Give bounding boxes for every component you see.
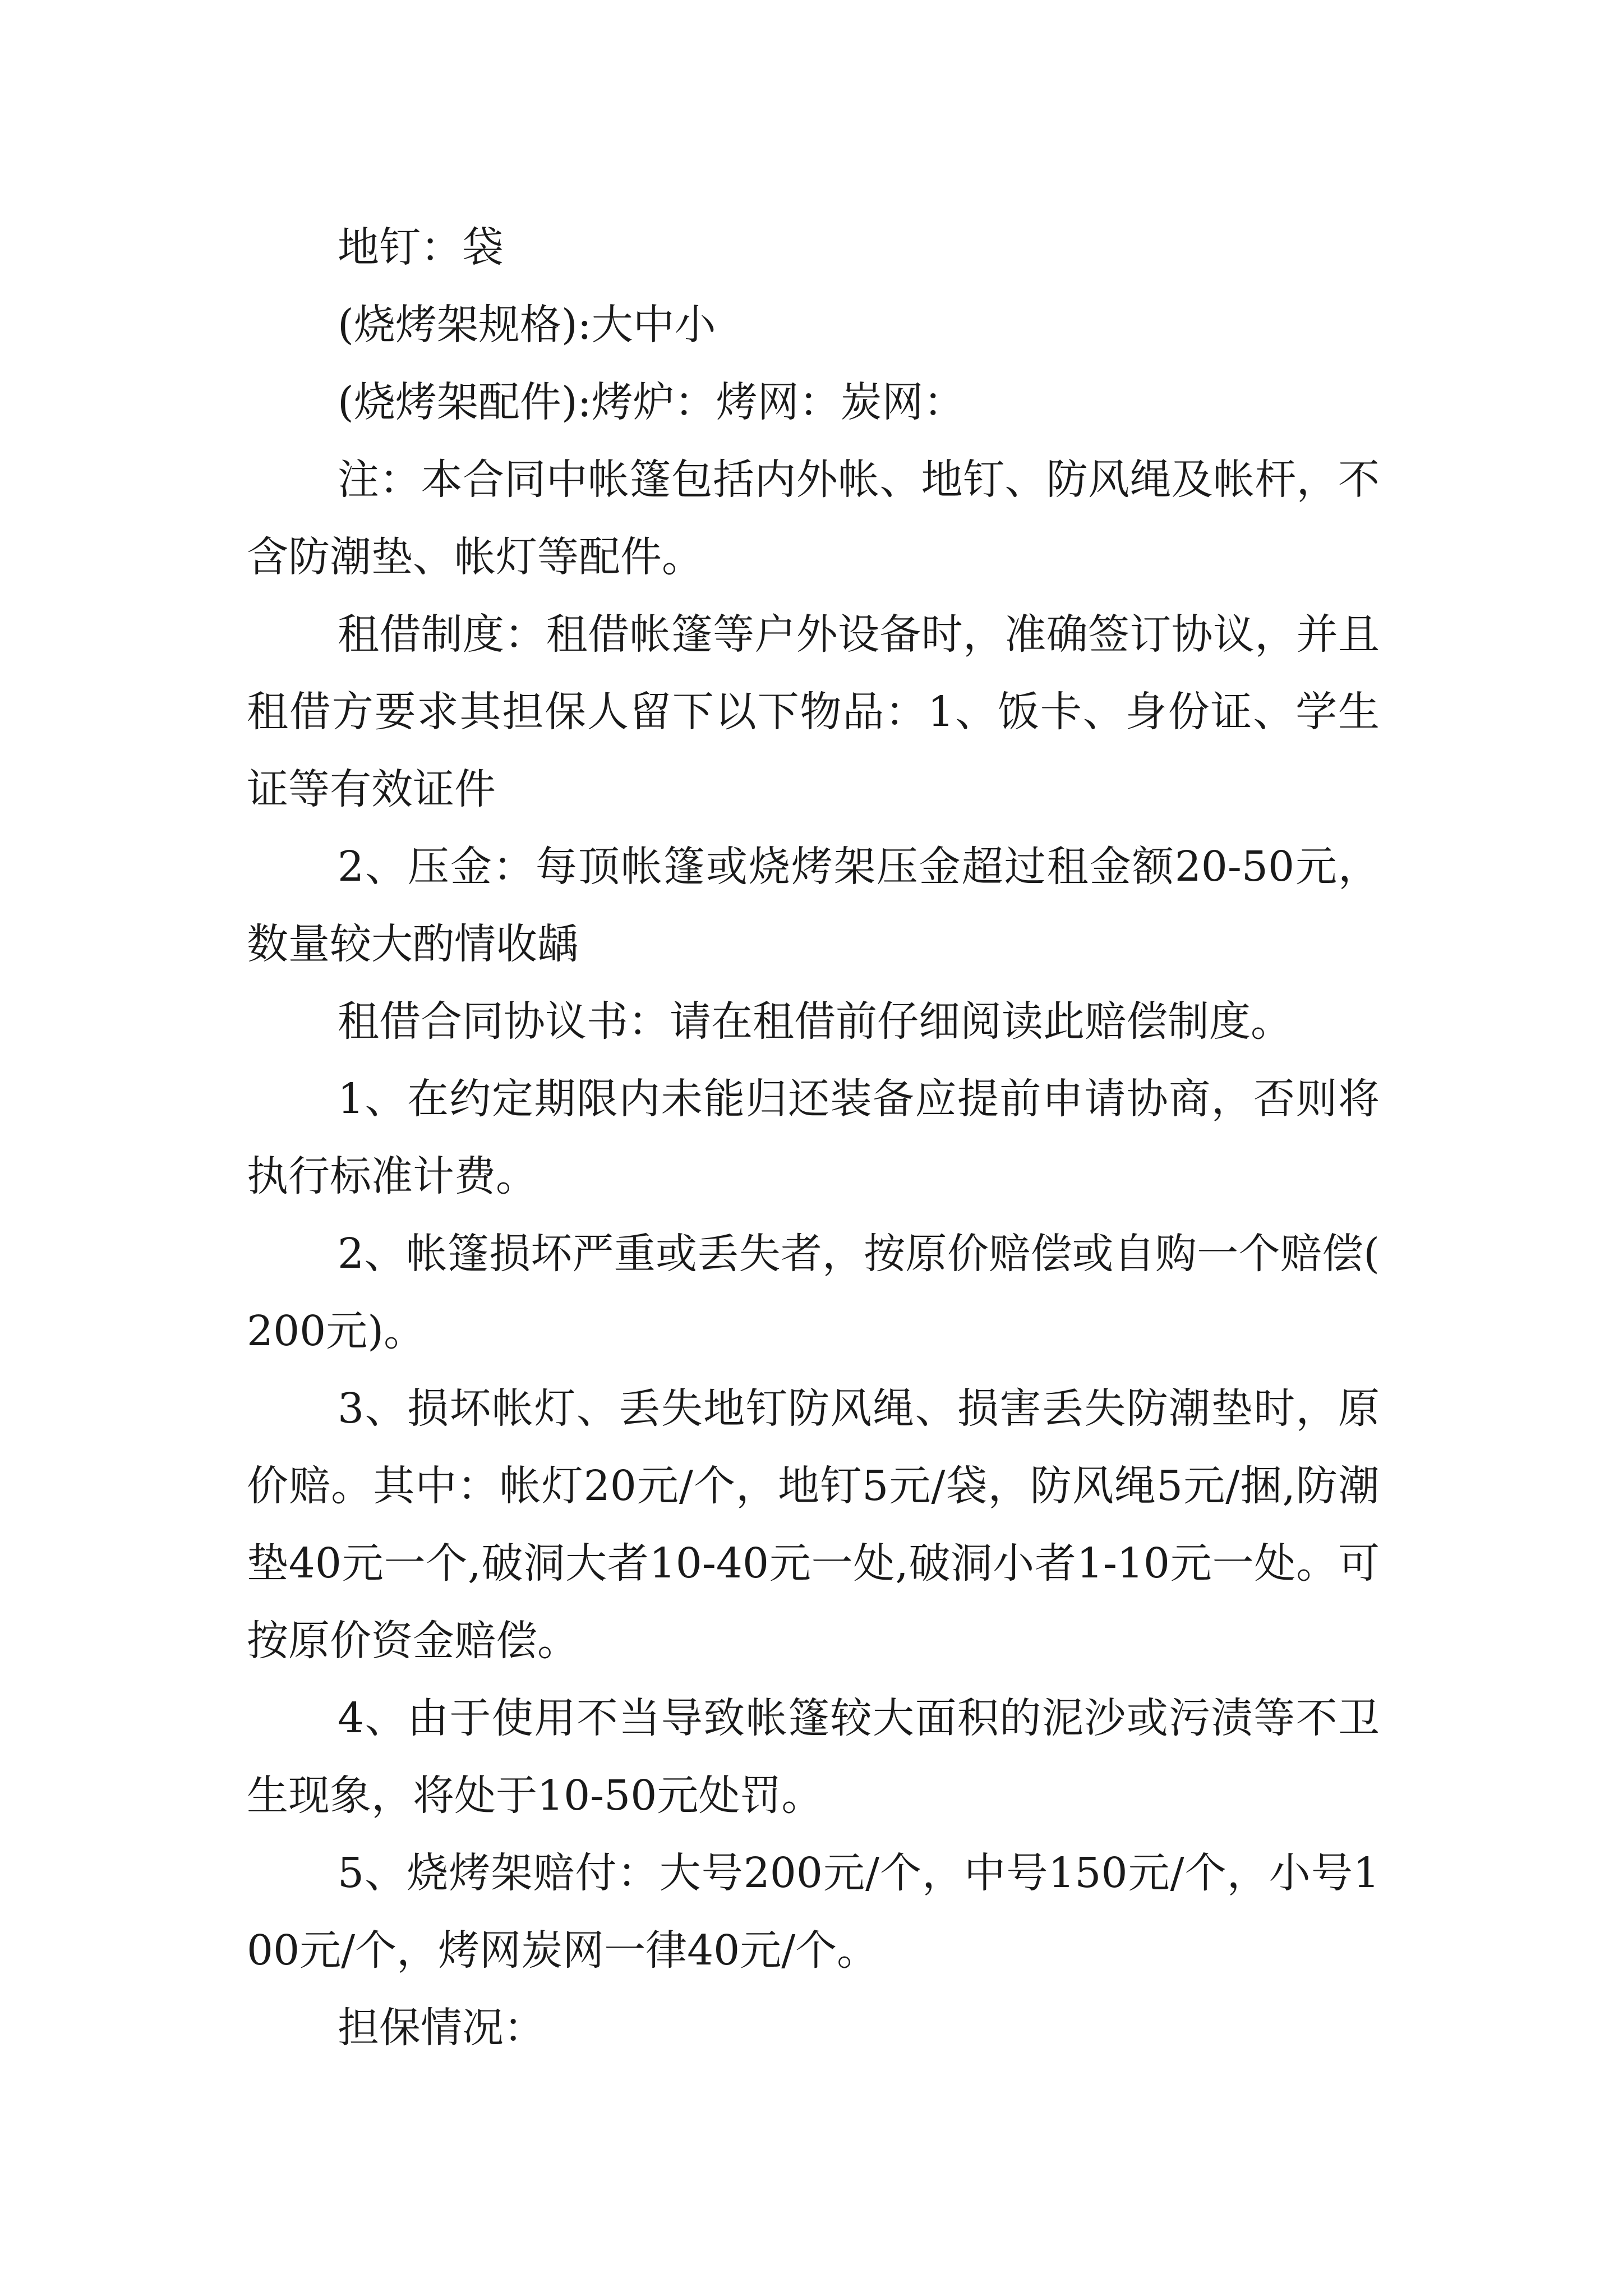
paragraph-grill-parts: (烧烤架配件):烤炉：烤网：炭网：	[338, 378, 965, 426]
paragraph-grill-size: (烧烤架规格):大中小	[338, 301, 716, 349]
paragraph-rental-policy: 租借制度：租借帐篷等户外设备时，准确签订协议，并且租借方要求其担保人留下以下物品：1、饭卡、身份证、学生证等有效证件	[247, 610, 1380, 813]
paragraph-rule-3: 3、损坏帐灯、丢失地钉防风绳、损害丢失防潮垫时，原价赔。其中：帐灯20元/个，地钉5元/袋，防风绳5元/捆,防潮垫40元一个,破洞大者10-40元一处,破洞小者1-10元一处。可按原价资金赔偿。	[247, 1384, 1380, 1665]
paragraph-rule-5: 5、烧烤架赔付：大号200元/个，中号150元/个，小号100元/个，烤网炭网一律40元/个。	[247, 1849, 1380, 1975]
document-body	[247, 209, 1380, 2067]
paragraph-ground-stakes: 地钉：袋	[338, 223, 504, 272]
paragraph-deposit: 2、压金：每顶帐篷或烧烤架压金超过租金额20-50元，数量较大酌情收龋	[247, 843, 1380, 968]
paragraph-rule-2: 2、帐篷损坏严重或丢失者，按原价赔偿或自购一个赔偿(200元)。	[247, 1230, 1380, 1355]
paragraph-agreement-title: 租借合同协议书：请在租借前仔细阅读此赔偿制度。	[338, 997, 1292, 1046]
paragraph-note: 注：本合同中帐篷包括内外帐、地钉、防风绳及帐杆，不含防潮垫、帐灯等配件。	[247, 455, 1380, 581]
paragraph-guarantee: 担保情况：	[338, 2004, 545, 2052]
paragraph-rule-4: 4、由于使用不当导致帐篷较大面积的泥沙或污渍等不卫生现象，将处于10-50元处罚。	[247, 1694, 1380, 1820]
paragraph-rule-1: 1、在约定期限内未能归还装备应提前申请协商，否则将执行标准计费。	[247, 1075, 1380, 1200]
